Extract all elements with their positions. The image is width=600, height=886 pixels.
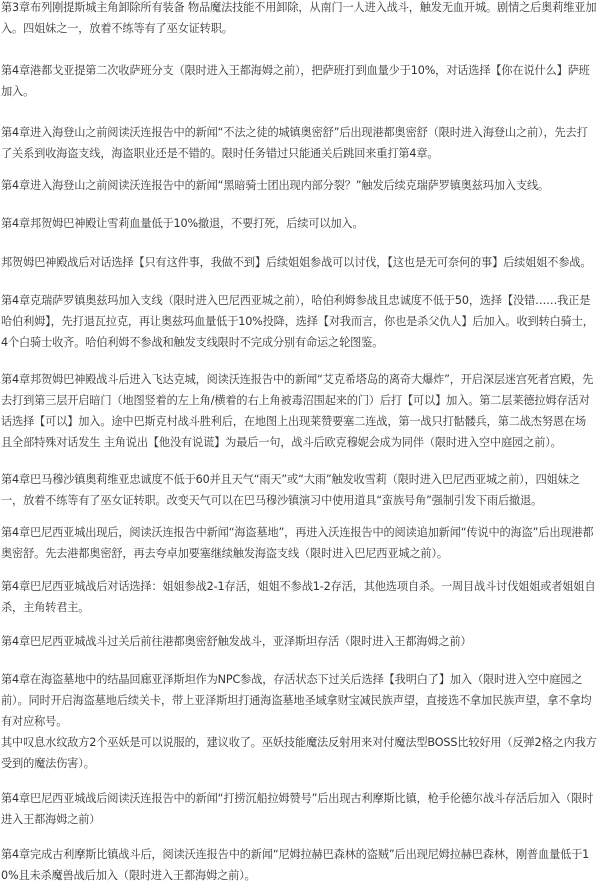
paragraph-ch4-ochromini: 第4章邦贺姆巴神殿战斗后进入飞达克城，阅读沃连报告中的新闻“艾克希塔岛的离奇大爆炸”，开启深层迷宫死者宫殿，先去打到第三层开启暗门（地图竖着的左上角/横着的右上角被毒沼围起来的门）后打【可以】加入。第二层莱德拉姆存活对话选择【可以】加入。途中巴斯克村战斗胜利后，在地图上出现莱赞要塞二连战，第一战只打骷髅兵，第二战杰努恩在场且全部特殊对话发生 主角说出【他没有说谎】为最后一句，战斗后欧克穆妮会成为同伴（限时进入空中庭园之前）。 (1, 373, 594, 449)
paragraph-ch4-ozma: 第4章克瑞萨罗镇奥兹玛加入支线（限时进入巴尼西亚城之前），哈伯利姆参战且忠诚度不低于50，选择【没错……我正是哈伯利姆】，先打退瓦拉克，再让奥兹玛血量低于10%投降，选择【对我而言，你也是杀父仇人】后加入。收到转白骑士，4个白骑士收齐。哈伯利姆不参战和触发支线限时不完成分别有命运之轮图鉴。 (1, 294, 594, 349)
paragraph-ch4-randall: 第4章巴尼西亚城战后阅读沃连报告中的新闻“打捞沉船拉姆赞号”后出现古利摩斯比镇，枪手伦德尔战斗存活后加入（限时进入王都海姆之前） (1, 792, 594, 826)
paragraph-ch4-omishu: 第4章进入海登山之前阅读沃连报告中的新闻“不法之徒的城镇奥密舒”后出现港都奥密舒（限时进入海登山之前），先去打了关系到收海盗支线，海盗职业还是不错的。限时任务错过只能通关后跳回来重打第4章。 (1, 126, 588, 160)
paragraph-ch4-sabin: 第4章港都戈亚提第二次收萨班分支（限时进入王都海姆之前），把萨班打到血量少于10%，对话选择【你在说什么】萨班加入。 (1, 64, 590, 98)
paragraph-ch4-cerya: 第4章巴马穆沙镇奥莉维亚忠诚度不低于60并且天气“雨天”或“大雨”触发收雪莉（限时进入巴尼西亚城之前），四姐妹之一，放着不练等有了巫女证转职。改变天气可以在巴马穆沙镇演习中使用道具“蛮族号角”强制引发下雨后撤退。 (1, 473, 580, 507)
paragraph-ch4-azelstan-survive: 第4章巴尼西亚城战斗过关后前往港都奥密舒触发战斗，亚泽斯坦存活（限时进入王都海姆之前） (1, 635, 472, 648)
paragraph-bonhomba-choice: 邦贺姆巴神殿战后对话选择【只有这件事，我做不到】后续姐姐参战可以讨伐，【这也是无可奈何的事】后续姐姐不参战。 (1, 256, 592, 269)
paragraph-ch4-balmorian-choice: 第4章巴尼西亚城战后对话选择：姐姐参战2-1存活，姐姐不参战1-2存活，其他选项自杀。一周目战斗讨伐姐姐或者姐姐自杀，主角转君主。 (1, 580, 596, 614)
paragraph-ch4-canopus: 第4章完成古利摩斯比镇战斗后，阅读沃连报告中的新闻“尼姆拉赫巴森林的盗贼”后出现尼姆拉赫巴森林，刚普血量低于10%且未杀魔兽战后加入（限时进入王都海姆之前）。 (1, 848, 590, 882)
paragraph-ch4-dark-knights: 第4章进入海登山之前阅读沃连报告中的新闻“黑暗骑士团出现内部分裂？”触发后续克瑞萨罗镇奥兹玛加入支线。 (1, 179, 550, 192)
paragraph-ch3-brigantys: 第3章布列刚提斯城主角卸除所有装备 物品魔法技能不用卸除，从南门一人进入战斗，触发无血开城。剧情之后奥莉维亚加入。四姐妹之一，放着不练等有了巫女证转职。 (1, 1, 597, 35)
paragraph-ch4-pirate-graveyard: 第4章巴尼西亚城出现后，阅读沃连报告中新闻“海盗墓地”，再进入沃连报告中的阅读追加新闻“传说中的海盗”后出现港都奥密舒。先去港都奥密舒，再去夸卓加要塞继续触发海盗支线（限时进入巴尼西亚城之前）。 (1, 526, 594, 560)
paragraph-ch4-sherri: 第4章邦贺姆巴神殿让雪莉血量低于10%撤退，不要打死，后续可以加入。 (1, 217, 364, 230)
paragraph-lich-tip: 其中叹息水纹敌方2个巫妖是可以说服的，建议收了。巫妖技能魔法反射用来对付魔法型BOSS比较好用（反弹2格之内我方受到的魔法伤害）。 (1, 736, 597, 770)
paragraph-ch4-azelstan-join: 第4章在海盗墓地中的结晶回廊亚泽斯坦作为NPC参战，存活状态下过关后选择【我明白了】加入（限时进入空中庭园之前）。同时开启海盗墓地后续关卡，带上亚泽斯坦打通海盗墓地圣域拿财宝减民族声望，直接选不拿加民族声望，拿不拿均有对应称号。 (1, 673, 592, 728)
